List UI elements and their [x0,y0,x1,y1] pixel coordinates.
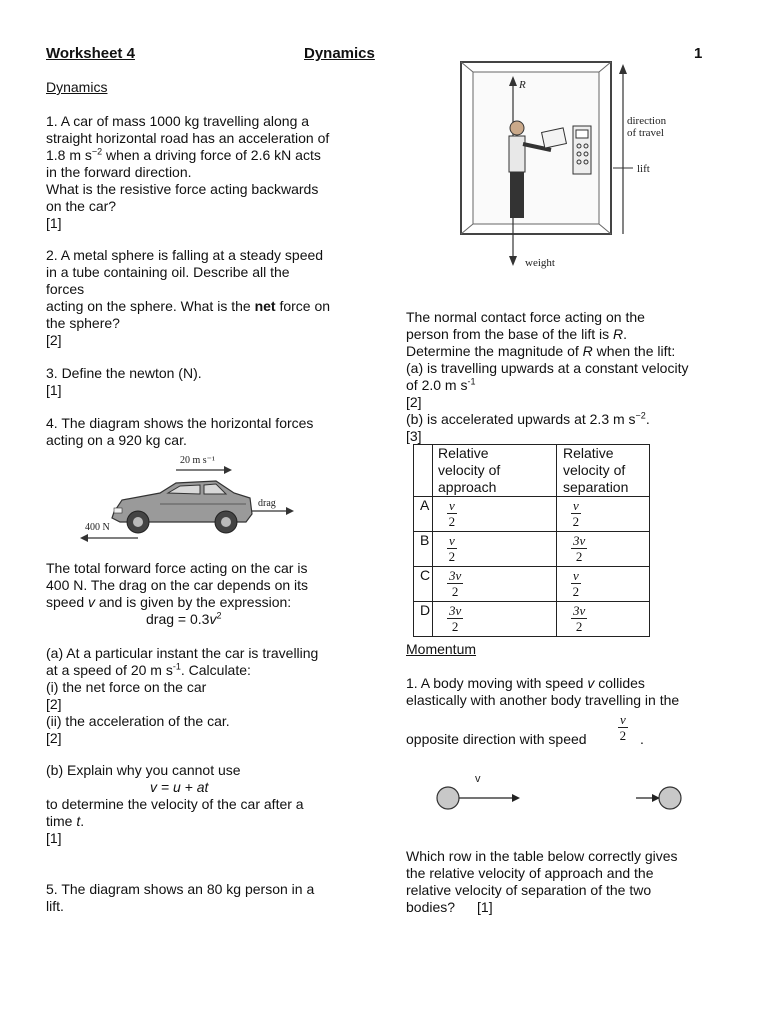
q4b-line: to determine the velocity of the car after a [46,796,304,812]
q1-marks: [1] [46,215,62,231]
q1-line: 1.8 m $s^{-2}$ when a driving force of 2.6 kN acts [46,146,321,163]
q4a-line: (ii) the acceleration of the car. [46,713,230,729]
lift-line: of 2.0 m $s^{-1}$ [406,376,476,393]
r-force-label: R [519,79,526,91]
q2-line: in a tube containing oil. Describe all the [46,264,290,280]
momentum-question-1 [406,675,736,709]
lift-line: The normal contact force acting on the [406,309,645,325]
lift-marks: [2] [406,394,422,410]
weight-label: weight [525,257,555,269]
body-2 [659,787,681,809]
q5-line: 5. The diagram shows an 80 kg person in a [46,881,315,897]
speed-fraction: $\frac{v}{2}$ [619,712,627,743]
car-forces-diagram [76,448,298,548]
momentum-prompt-line: Which row in the table below correctly gives [406,848,678,864]
separation-cell: $\frac{v}{2}$ [557,567,650,602]
header-separation: Relative velocity of separation [557,445,650,497]
q2-line: forces [46,281,85,297]
q4b-line: time t. [46,813,85,829]
q1-line: straight horizontal road has an acceleration of [46,130,330,146]
lift-line: person from the base of the lift is R. [406,326,628,342]
page-number: 1 [694,45,703,62]
lift-line: (a) is travelling upwards at a constant velocity [406,360,689,376]
q2-marks: [2] [46,332,62,348]
drag-equation: drag = $0.3v^2$ [146,610,222,627]
momentum-prompt-line: relative velocity of separation of the two [406,882,652,898]
question-5 [46,881,376,915]
momentum-prompt [406,848,736,916]
question-4-part-b [46,762,376,847]
direction-label-line1: direction [627,115,667,127]
body-1 [437,787,459,809]
q2-line: acting on the sphere. What is the net force on [46,298,331,314]
table-corner [414,445,433,497]
question-1 [46,113,376,232]
momentum-prompt-line: bodies? [1] [406,899,493,915]
q4b-line: (b) Explain why you cannot use [46,762,241,778]
row-label: B [414,532,433,567]
q2-line: 2. A metal sphere is falling at a steady speed [46,247,324,263]
q2-line: the sphere? [46,315,120,331]
worksheet-title: Worksheet 4 [46,45,135,62]
q4a-line: (i) the net force on the car [46,679,207,695]
row-label: C [414,567,433,602]
lift-diagram [455,58,680,273]
approach-cell: $\frac{3v}{2}$ [433,602,557,637]
section-heading: Dynamics [46,79,108,95]
q4a-line: at a speed of 20 m $s^{-1}$. Calculate: [46,661,251,678]
question-2 [46,247,376,349]
separation-cell: $\frac{3v}{2}$ [557,602,650,637]
lift-question [406,309,736,445]
table-row [414,532,650,567]
table-header-row [414,445,650,497]
worksheet-subject: Dynamics [304,45,375,62]
car-speed-label: 20 m s⁻¹ [180,455,215,466]
q1-line: on the car? [46,198,117,214]
q4a-marks: [2] [46,730,62,746]
q4a-line: (a) At a particular instant the car is travelling [46,645,319,661]
force-label: 400 N [85,522,110,533]
question-4-intro [46,415,376,449]
separation-cell: $\frac{v}{2}$ [557,497,650,532]
momentum-prompt-line: the relative velocity of approach and the [406,865,654,881]
lift-label: lift [637,163,650,175]
approach-cell: $\frac{v}{2}$ [433,497,557,532]
q5-line: lift. [46,898,64,914]
direction-label-line2: of travel [627,127,664,139]
q4-line: 4. The diagram shows the horizontal forces [46,415,314,431]
velocity-arrow-label: v [475,773,481,785]
row-label: D [414,602,433,637]
momentum-line: elastically with another body travelling in the [406,692,680,708]
q3-marks: [1] [46,382,62,398]
q4-line: The total forward force acting on the car is [46,560,308,576]
momentum-line: opposite direction with speed [406,731,587,747]
q1-line: What is the resistive force acting backwards [46,181,319,197]
momentum-heading: Momentum [406,641,477,657]
q1-line: in the forward direction. [46,164,192,180]
drag-label: drag [258,498,276,509]
table-row [414,567,650,602]
q4-line: 400 N. The drag on the car depends on its [46,577,309,593]
table-row [414,602,650,637]
q4a-marks: [2] [46,696,62,712]
q4-line: speed v and is given by the expression: [46,594,292,610]
approach-cell: $\frac{3v}{2}$ [433,567,557,602]
velocity-table [413,444,650,637]
table-row [414,497,650,532]
collision-diagram [430,768,690,818]
momentum-line: 1. A body moving with speed v collides [406,675,645,691]
momentum-line-end: . [640,731,644,747]
q4b-marks: [1] [46,830,62,846]
q1-line: 1. A car of mass 1000 kg travelling along a [46,113,310,129]
header-approach: Relative velocity of approach [433,445,557,497]
suvat-equation: v = u + at [150,779,209,795]
lift-marks: [3] [406,428,422,444]
q4-line: acting on a 920 kg car. [46,432,187,448]
question-3 [46,365,376,399]
lift-line: Determine the magnitude of R when the lift: [406,343,676,359]
q3-line: 3. Define the newton (N). [46,365,202,381]
question-4-part-a [46,645,376,747]
lift-line: (b) is accelerated upwards at 2.3 m $s^{-2}$. [406,410,650,427]
row-label: A [414,497,433,532]
question-4-body [46,560,376,628]
approach-cell: $\frac{v}{2}$ [433,532,557,567]
separation-cell: $\frac{3v}{2}$ [557,532,650,567]
